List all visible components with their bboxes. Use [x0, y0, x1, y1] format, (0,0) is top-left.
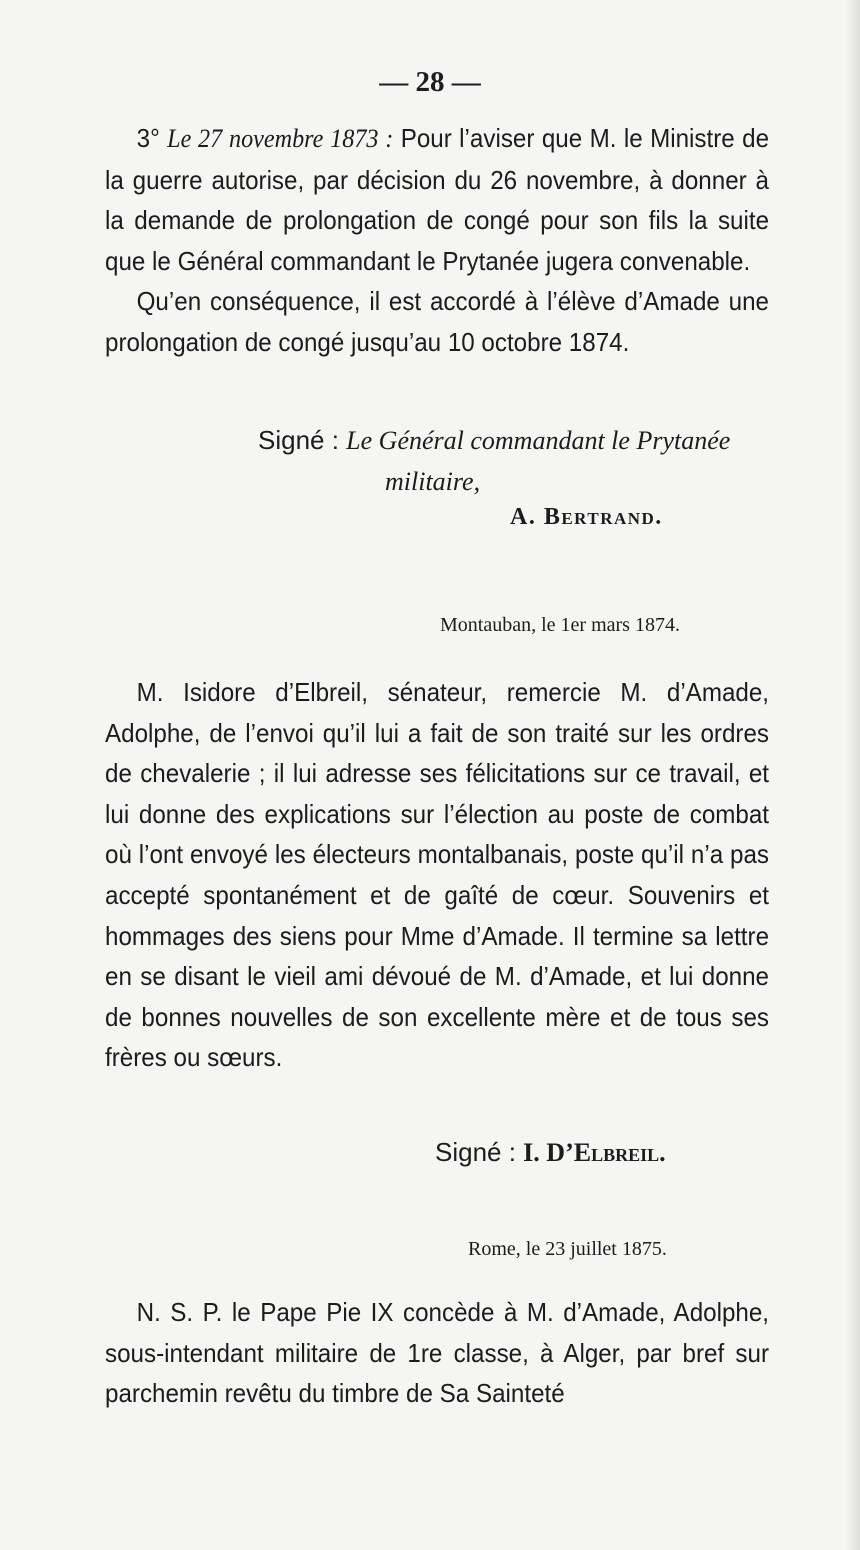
- entry-2-paragraph: M. Isidore d’Elbreil, sénateur, remercie M. d’Amade, Adolphe, de l’envoi qu’il lui a fait de son traité sur les ordres de chevalerie ; il lui adresse ses félicitations sur ce travail, et lui donne des explications sur l’élection au poste de combat où l’ont envoyé les électeurs montalbanais, poste qu’il n’a pas accepté spontanément et de gaîté de cœur. Souvenirs et hommages des siens pour Mme d’Amade. Il termine sa lettre en se disant le vieil ami dévoué de M. d’Amade, et lui donne de bonnes nouvelles de son excellente mère et de tous ses frères ou sœurs.: [105, 677, 770, 1073]
- entry-1-body: Pour l’aviser que M. le Ministre de la guerre autorise, par décision du 26 novembre, à donner à la demande de prolongation de congé pour son fils la suite que le Général commandant le Prytanée jugera convenable.: [105, 123, 770, 276]
- entry-3-paragraph: N. S. P. le Pape Pie IX concède à M. d’Amade, Adolphe, sous-intendant militaire de 1re classe, à Alger, par bref sur parchemin revêtu du timbre de Sa Sainteté: [105, 1297, 770, 1409]
- page-edge-shadow: [846, 0, 860, 1550]
- page-number: — 28 —: [379, 66, 481, 98]
- entry-3-place-date: Rome, le 23 juillet 1875.: [468, 1238, 667, 1260]
- entry-1-number: 3°: [136, 123, 168, 153]
- entry-2-text: [105, 672, 769, 1078]
- entry-1-signer: A. Bertrand.: [510, 504, 663, 530]
- entry-2-place-date: Montauban, le 1er mars 1874.: [440, 614, 680, 636]
- entry-2-signature-line: [435, 1137, 666, 1168]
- entry-1-paragraph: [105, 118, 769, 281]
- entry-2-signer: I. D’Elbreil.: [523, 1138, 666, 1167]
- entry-3-text: [105, 1292, 769, 1414]
- entry-1-text: [105, 118, 769, 363]
- entry-1-signature-line: [258, 420, 730, 461]
- entry-1-paragraph-2: Qu’en conséquence, il est accordé à l’élève d’Amade une prolongation de congé jusqu’au 10 octobre 1874.: [105, 286, 770, 357]
- entry-2-signed-prefix: Signé :: [435, 1137, 524, 1167]
- entry-1-signed-title-cont: militaire,: [385, 467, 481, 496]
- entry-1-signed-title: Le Général commandant le Prytanée: [346, 426, 731, 455]
- entry-1-signed-prefix: Signé :: [258, 425, 347, 455]
- entry-1-date: Le 27 novembre 1873 :: [167, 124, 394, 153]
